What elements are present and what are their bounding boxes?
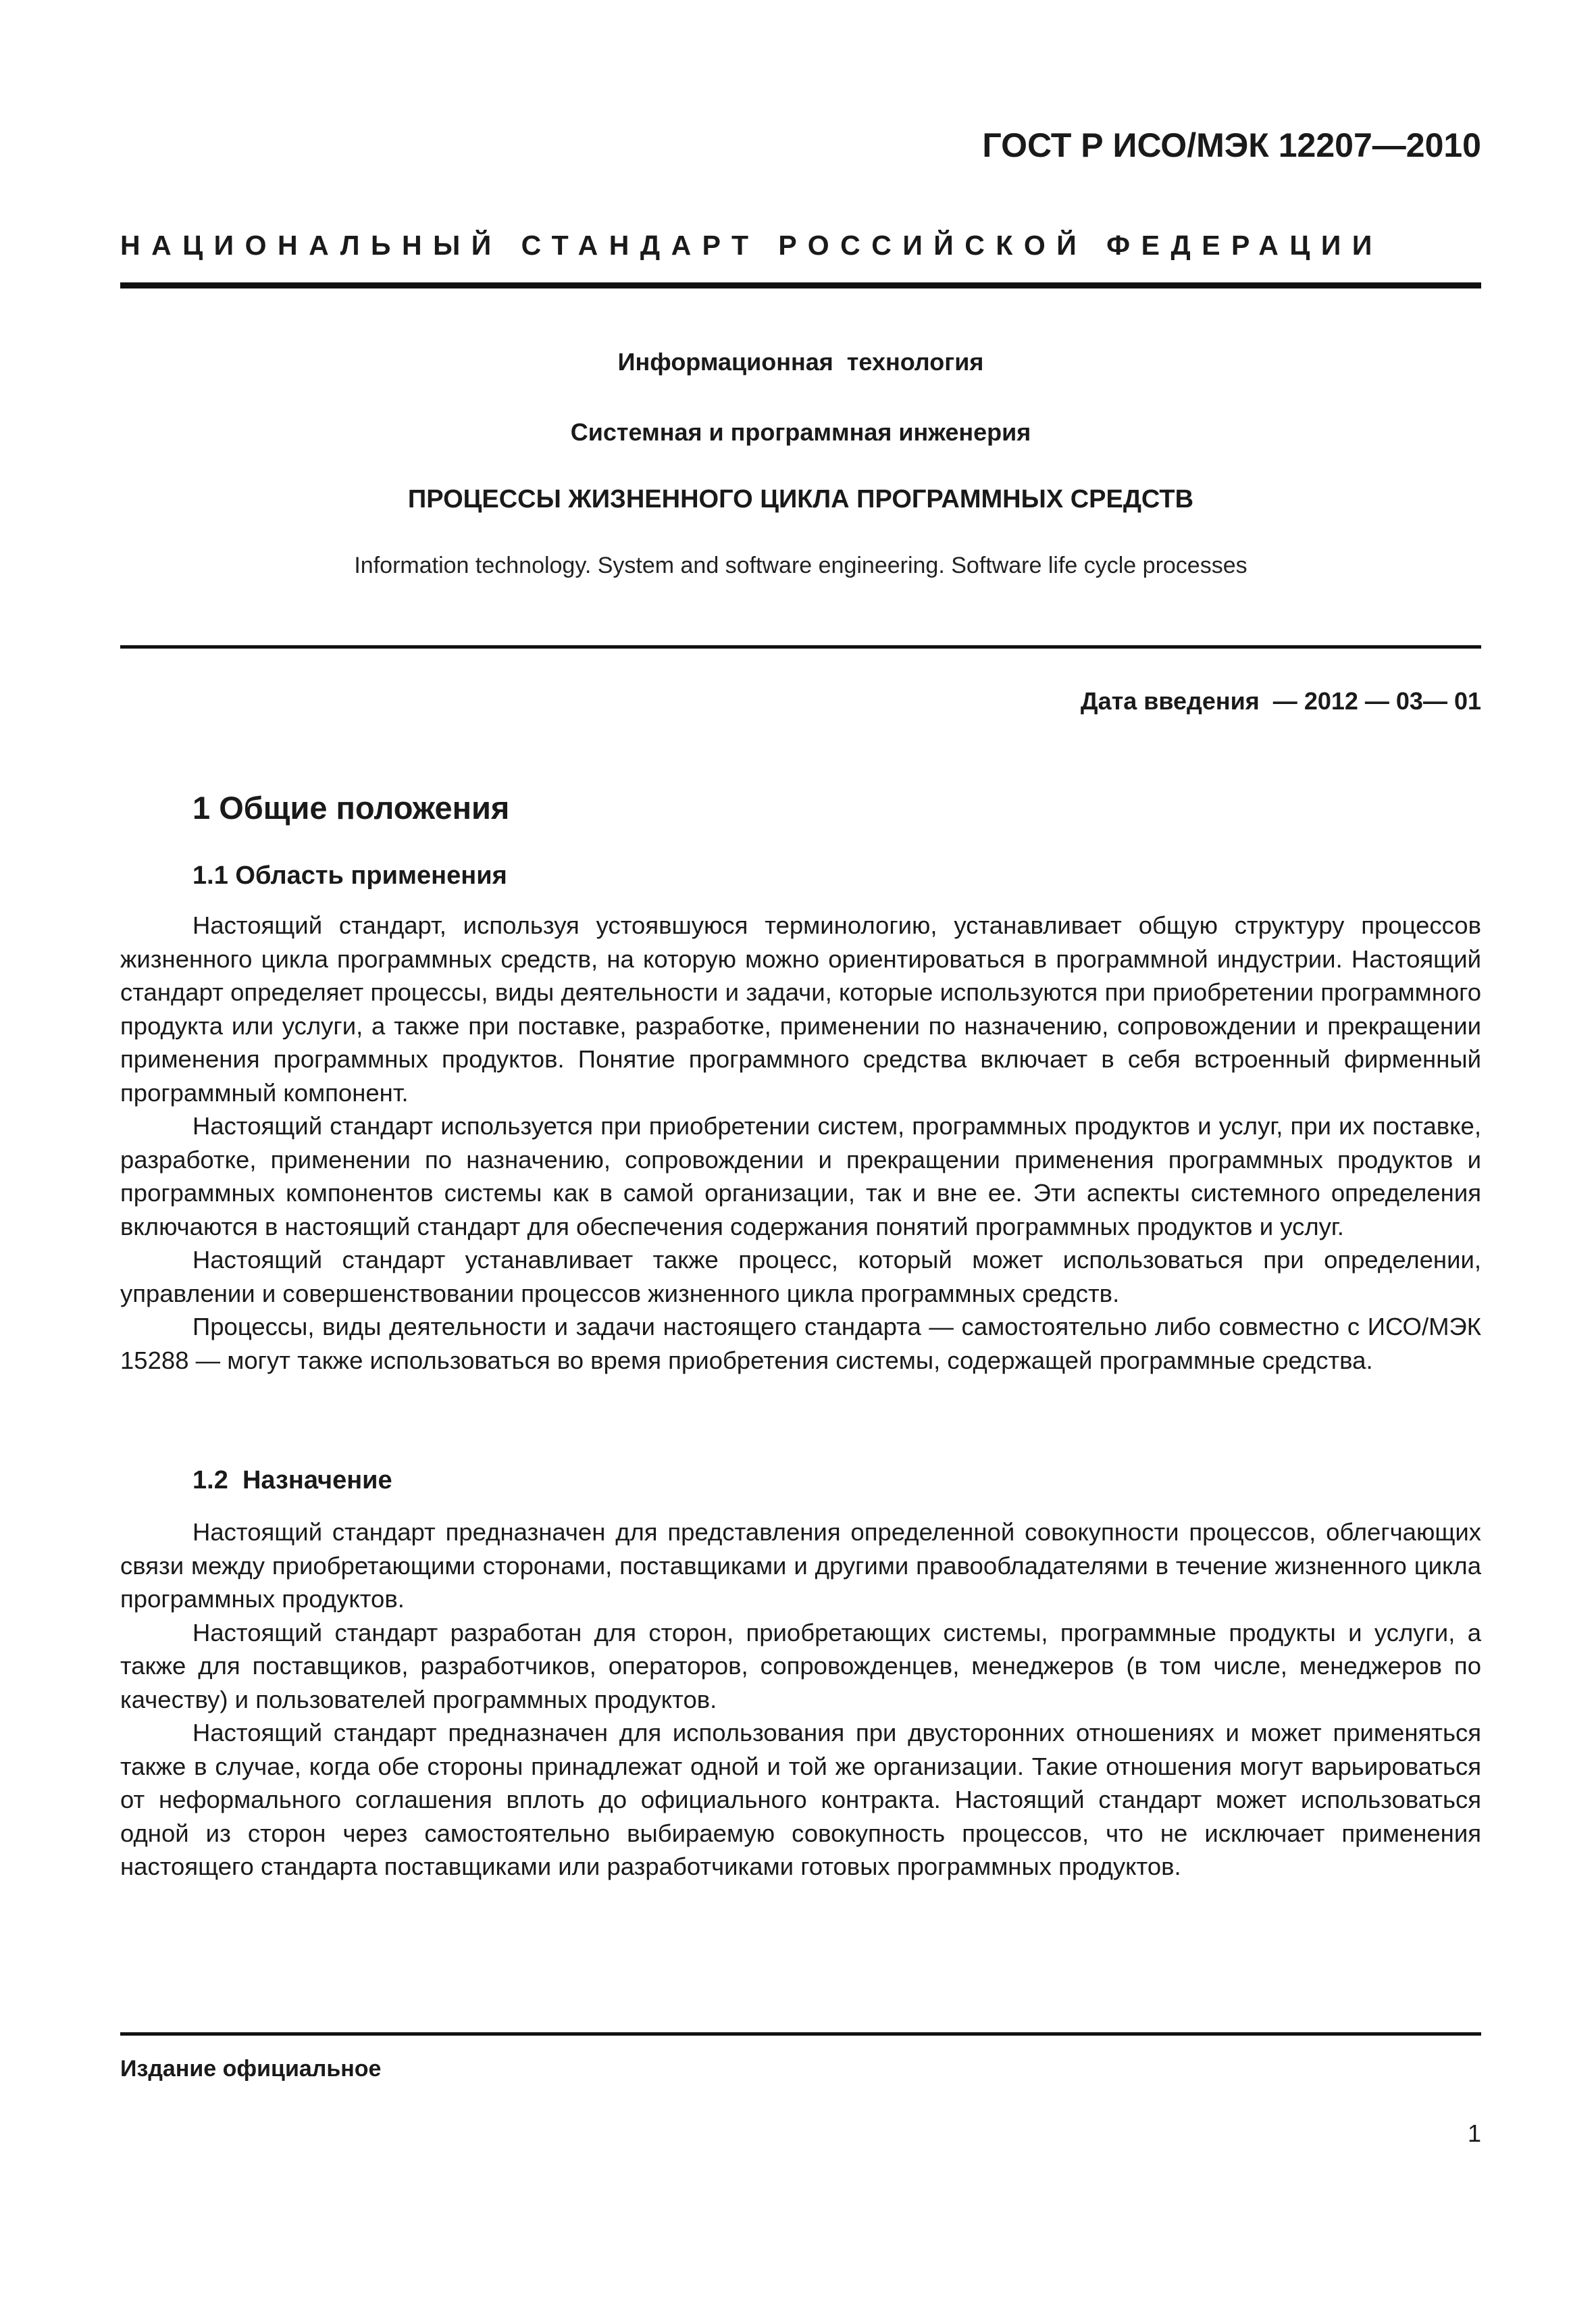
paragraph: Настоящий стандарт разработан для сторон, приобретающих системы, программные продукты и услуги, а также для поставщиков, разработчиков, операторов, сопровожденцев, менеджеров (в том числе, менеджеров по качеству) и пользователей программных продуктов.: [120, 1618, 1481, 1713]
header-divider: [120, 282, 1481, 288]
title-line-2: Системная и программная инженерия: [570, 418, 1031, 446]
national-standard-title: НАЦИОНАЛЬНЫЙ СТАНДАРТ РОССИЙСКОЙ ФЕДЕРАЦИИ: [120, 230, 1383, 261]
paragraph: Настоящий стандарт устанавливает также процесс, который может использоваться при определении, управлении и совершенствовании процессов жизненного цикла программных средств.: [120, 1246, 1481, 1307]
paragraph: Настоящий стандарт, используя устоявшуюся терминологию, устанавливает общую структуру процессов жизненного цикла программных средств, на которую можно ориентироваться в программной индустрии. Настоящий стандарт определяет процессы, виды деятельности и задачи, которые используются при приобретении программного продукта или услуги, а также при поставке, разработке, применении по назначению, сопровождении и прекращении применения программных продуктов. Понятие программного средства включает в себя встроенный фирменный программный компонент.: [120, 911, 1481, 1107]
title-line-3: ПРОЦЕССЫ ЖИЗНЕННОГО ЦИКЛА ПРОГРАММНЫХ СРЕДСТВ: [407, 485, 1194, 513]
purpose-text: [120, 1515, 1481, 1884]
english-title: Information technology. System and software engineering. Software life cycle processes: [354, 553, 1247, 578]
page-number: 1: [1467, 2119, 1481, 2147]
subsection-heading-purpose: 1.2 Назначение: [192, 1466, 392, 1494]
paragraph: Настоящий стандарт предназначен для представления определенной совокупности процессов, облегчающих связи между приобретающими сторонами, поставщиками и другими правообладателями в течение жизненного цикла программных продуктов.: [120, 1518, 1481, 1613]
paragraph: Процессы, виды деятельности и задачи настоящего стандарта — самостоятельно либо совместно с ИСО/МЭК 15288 — могут также использоваться во время приобретения системы, содержащей программные средства.: [120, 1313, 1481, 1374]
subsection-heading-scope: 1.1 Область применения: [192, 861, 507, 890]
document-number: ГОСТ Р ИСО/МЭК 12207—2010: [982, 126, 1481, 164]
title-divider: [120, 645, 1481, 649]
footer-divider: [120, 2032, 1481, 2036]
official-edition-label: Издание официальное: [120, 2056, 382, 2082]
scope-text: [120, 909, 1481, 1377]
introduction-date: Дата введения — 2012 — 03— 01: [1080, 687, 1481, 715]
title-line-1: Информационная технология: [617, 348, 984, 376]
paragraph: Настоящий стандарт используется при приобретении систем, программных продуктов и услуг, при их поставке, разработке, применении по назначению, сопровождении и прекращении применения программных продуктов и программных компонентов системы как в самой организации, так и вне ее. Эти аспекты системного определения включаются в настоящий стандарт для обеспечения содержания понятий программных продуктов и услуг.: [120, 1112, 1481, 1240]
paragraph: Настоящий стандарт предназначен для использования при двусторонних отношениях и может применяться также в случае, когда обе стороны принадлежат одной и той же организации. Такие отношения могут варьироваться от неформального соглашения вплоть до официального контракта. Настоящий стандарт может использоваться одной из сторон через самостоятельно выбираемую совокупность процессов, что не исключает применения настоящего стандарта поставщиками или разработчиками готовых программных продуктов.: [120, 1719, 1481, 1880]
section-heading: 1 Общие положения: [192, 790, 510, 826]
